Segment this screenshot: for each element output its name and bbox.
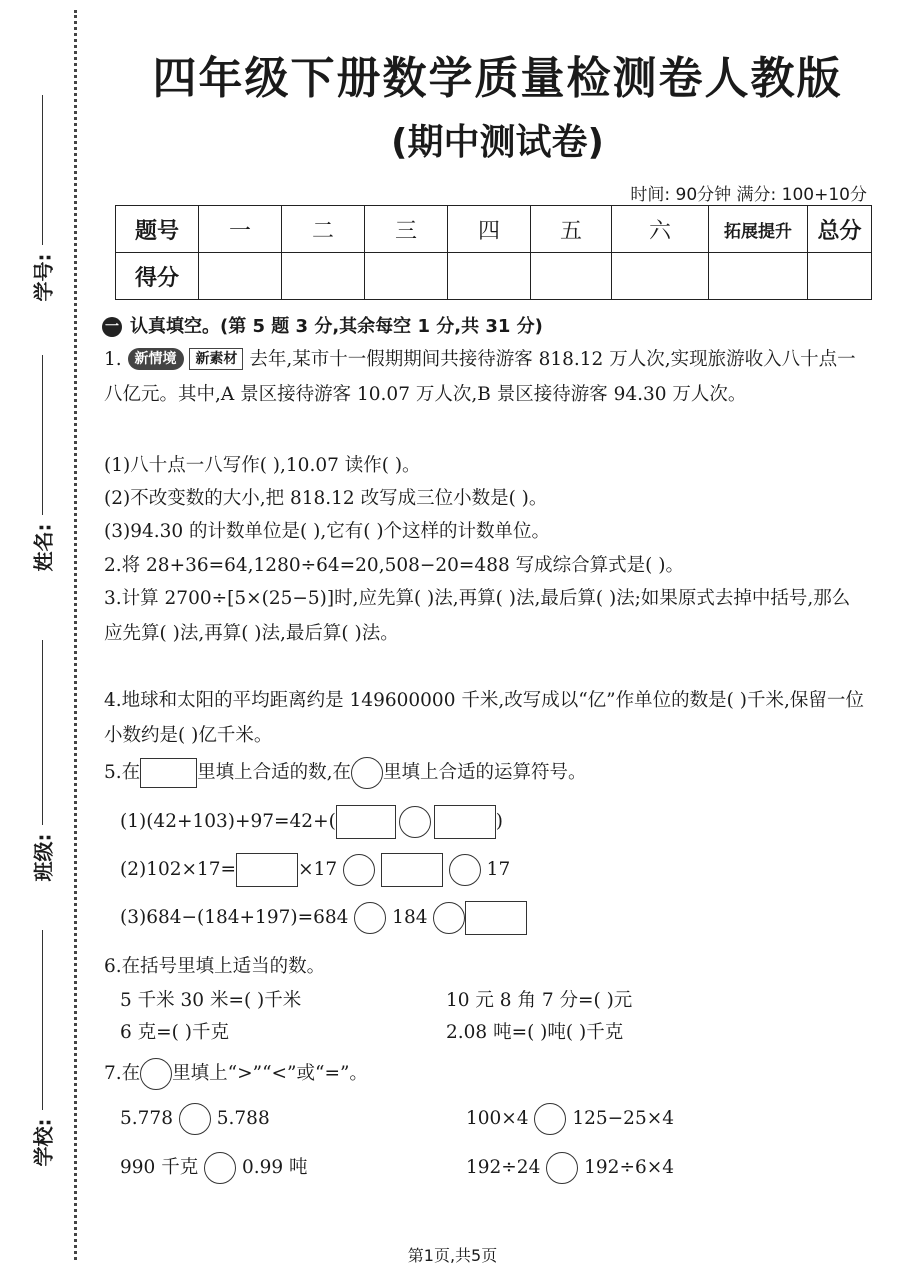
section-number-badge: 一 (102, 317, 122, 337)
question-5-sub-3 (120, 901, 527, 935)
question-6-c: 6 克=( )千克 (120, 1022, 229, 1043)
sample-circle-icon (140, 1058, 172, 1090)
question-1 (104, 342, 864, 412)
question-6-title: 6.在括号里填上适当的数。 (104, 956, 326, 977)
q7-right: 192÷6×4 (584, 1157, 674, 1178)
name-field[interactable] (22, 355, 62, 572)
question-7-a (120, 1103, 270, 1135)
question-5-text-a: 5.在 (104, 762, 141, 783)
question-4: 4.地球和太阳的平均距离约是 149600000 千米,改写成以“亿”作单位的数是( )千米,保留一位小数约是( )亿千米。 (104, 690, 864, 746)
school-field[interactable] (22, 930, 62, 1167)
q7-left: 100×4 (466, 1108, 529, 1129)
class-line (42, 640, 43, 825)
student-no-label: 学号: (31, 253, 56, 302)
score-table-score-row (116, 253, 872, 300)
score-table (115, 205, 872, 300)
page-footer: 第1页,共5页 (407, 1246, 498, 1265)
q5-expr: ×17 (298, 859, 338, 880)
score-header-cell: 四 (448, 206, 531, 253)
score-cell[interactable] (612, 253, 709, 300)
question-3: 3.计算 2700÷[5×(25−5)]时,应先算( )法,再算( )法,最后算( )法;如果原式去掉中括号,那么应先算( )法,再算( )法,最后算( )法。 (104, 588, 851, 644)
q7-right: 0.99 吨 (241, 1157, 308, 1178)
score-header-cell: 总分 (808, 206, 872, 253)
score-header-cell: 五 (531, 206, 612, 253)
sample-circle-icon (351, 757, 383, 789)
answer-circle[interactable] (354, 902, 386, 934)
q5-expr: 17 (486, 859, 511, 880)
q7-left: 192÷24 (466, 1157, 541, 1178)
name-label: 姓名: (31, 523, 56, 572)
score-header-cell: 一 (199, 206, 282, 253)
question-number: 1. (104, 349, 122, 370)
answer-box[interactable] (434, 805, 496, 839)
score-cell[interactable] (282, 253, 365, 300)
time-info: 时间: 90分钟 满分: 100+10分 (630, 185, 867, 205)
question-1-sub-1: (1)八十点一八写作( ),10.07 读作( )。 (104, 455, 421, 476)
score-cell[interactable] (365, 253, 448, 300)
answer-circle[interactable] (343, 854, 375, 886)
school-label: 学校: (31, 1118, 56, 1167)
answer-box[interactable] (336, 805, 396, 839)
class-field[interactable] (22, 640, 62, 882)
q5-expr: (3)684−(184+197)=684 (120, 907, 349, 928)
page-subtitle: (期中测试卷) (391, 122, 604, 163)
score-cell[interactable] (199, 253, 282, 300)
section-1-heading (102, 312, 543, 338)
question-6-d: 2.08 吨=( )吨( )千克 (446, 1022, 624, 1043)
question-7-d (466, 1152, 674, 1184)
score-header-cell: 拓展提升 (709, 206, 808, 253)
answer-circle[interactable] (546, 1152, 578, 1184)
question-7-text-b: 里填上“>”“<”或“=”。 (172, 1063, 368, 1084)
student-no-line (42, 95, 43, 245)
score-header-cell: 三 (365, 206, 448, 253)
answer-box[interactable] (465, 901, 527, 935)
question-7-b (466, 1103, 674, 1135)
question-7-c (120, 1152, 308, 1184)
score-cell[interactable] (709, 253, 808, 300)
question-5-title (104, 757, 587, 789)
q5-expr: 184 (392, 907, 428, 928)
school-line (42, 930, 43, 1110)
score-header-cell: 六 (612, 206, 709, 253)
new-scenario-badge: 新情境 (128, 348, 184, 370)
q5-expr: (1)(42+103)+97=42+( (120, 811, 336, 832)
q7-left: 5.778 (120, 1108, 173, 1129)
score-header-cell: 题号 (116, 206, 199, 253)
new-material-badge: 新素材 (189, 348, 243, 370)
question-1-text: 去年,某市十一假期期间共接待游客 818.12 万人次,实现旅游收入八十点一八亿元。其中,A 景区接待游客 10.07 万人次,B 景区接待游客 94.30 万人次。 (104, 349, 856, 405)
student-no-field[interactable] (22, 95, 62, 302)
q7-right: 125−25×4 (572, 1108, 674, 1129)
answer-circle[interactable] (399, 806, 431, 838)
question-1-sub-3: (3)94.30 的计数单位是( ),它有( )个这样的计数单位。 (104, 521, 551, 542)
score-cell[interactable] (448, 253, 531, 300)
question-6-a: 5 千米 30 米=( )千米 (120, 990, 302, 1011)
answer-circle[interactable] (534, 1103, 566, 1135)
question-1-sub-2: (2)不改变数的大小,把 818.12 改写成三位小数是( )。 (104, 488, 548, 509)
answer-circle[interactable] (179, 1103, 211, 1135)
name-line (42, 355, 43, 515)
answer-circle[interactable] (433, 902, 465, 934)
q7-right: 5.788 (216, 1108, 270, 1129)
score-table-header-row (116, 206, 872, 253)
question-7-text-a: 7.在 (104, 1063, 141, 1084)
question-2: 2.将 28+36=64,1280÷64=20,508−20=488 写成综合算式是( )。 (104, 555, 684, 576)
sample-box-icon (140, 758, 197, 788)
answer-circle[interactable] (449, 854, 481, 886)
question-5-text-c: 里填上合适的运算符号。 (383, 762, 587, 783)
score-row-label: 得分 (116, 253, 199, 300)
score-header-cell: 二 (282, 206, 365, 253)
section-title: 认真填空。(第 5 题 3 分,其余每空 1 分,共 31 分) (130, 316, 543, 337)
q7-left: 990 千克 (120, 1157, 199, 1178)
answer-circle[interactable] (204, 1152, 236, 1184)
question-7-title (104, 1058, 368, 1090)
answer-box[interactable] (381, 853, 443, 887)
class-label: 班级: (31, 833, 56, 882)
page-title: 四年级下册数学质量检测卷人教版 (152, 53, 843, 104)
question-5-text-b: 里填上合适的数,在 (197, 762, 352, 783)
question-5-sub-2 (120, 853, 510, 887)
question-5-sub-1 (120, 805, 503, 839)
score-cell[interactable] (808, 253, 872, 300)
question-6-b: 10 元 8 角 7 分=( )元 (446, 990, 633, 1011)
score-cell[interactable] (531, 253, 612, 300)
q5-expr: (2)102×17= (120, 859, 237, 880)
binding-dotted-line (74, 10, 77, 1260)
answer-box[interactable] (236, 853, 298, 887)
q5-expr: ) (495, 811, 504, 832)
